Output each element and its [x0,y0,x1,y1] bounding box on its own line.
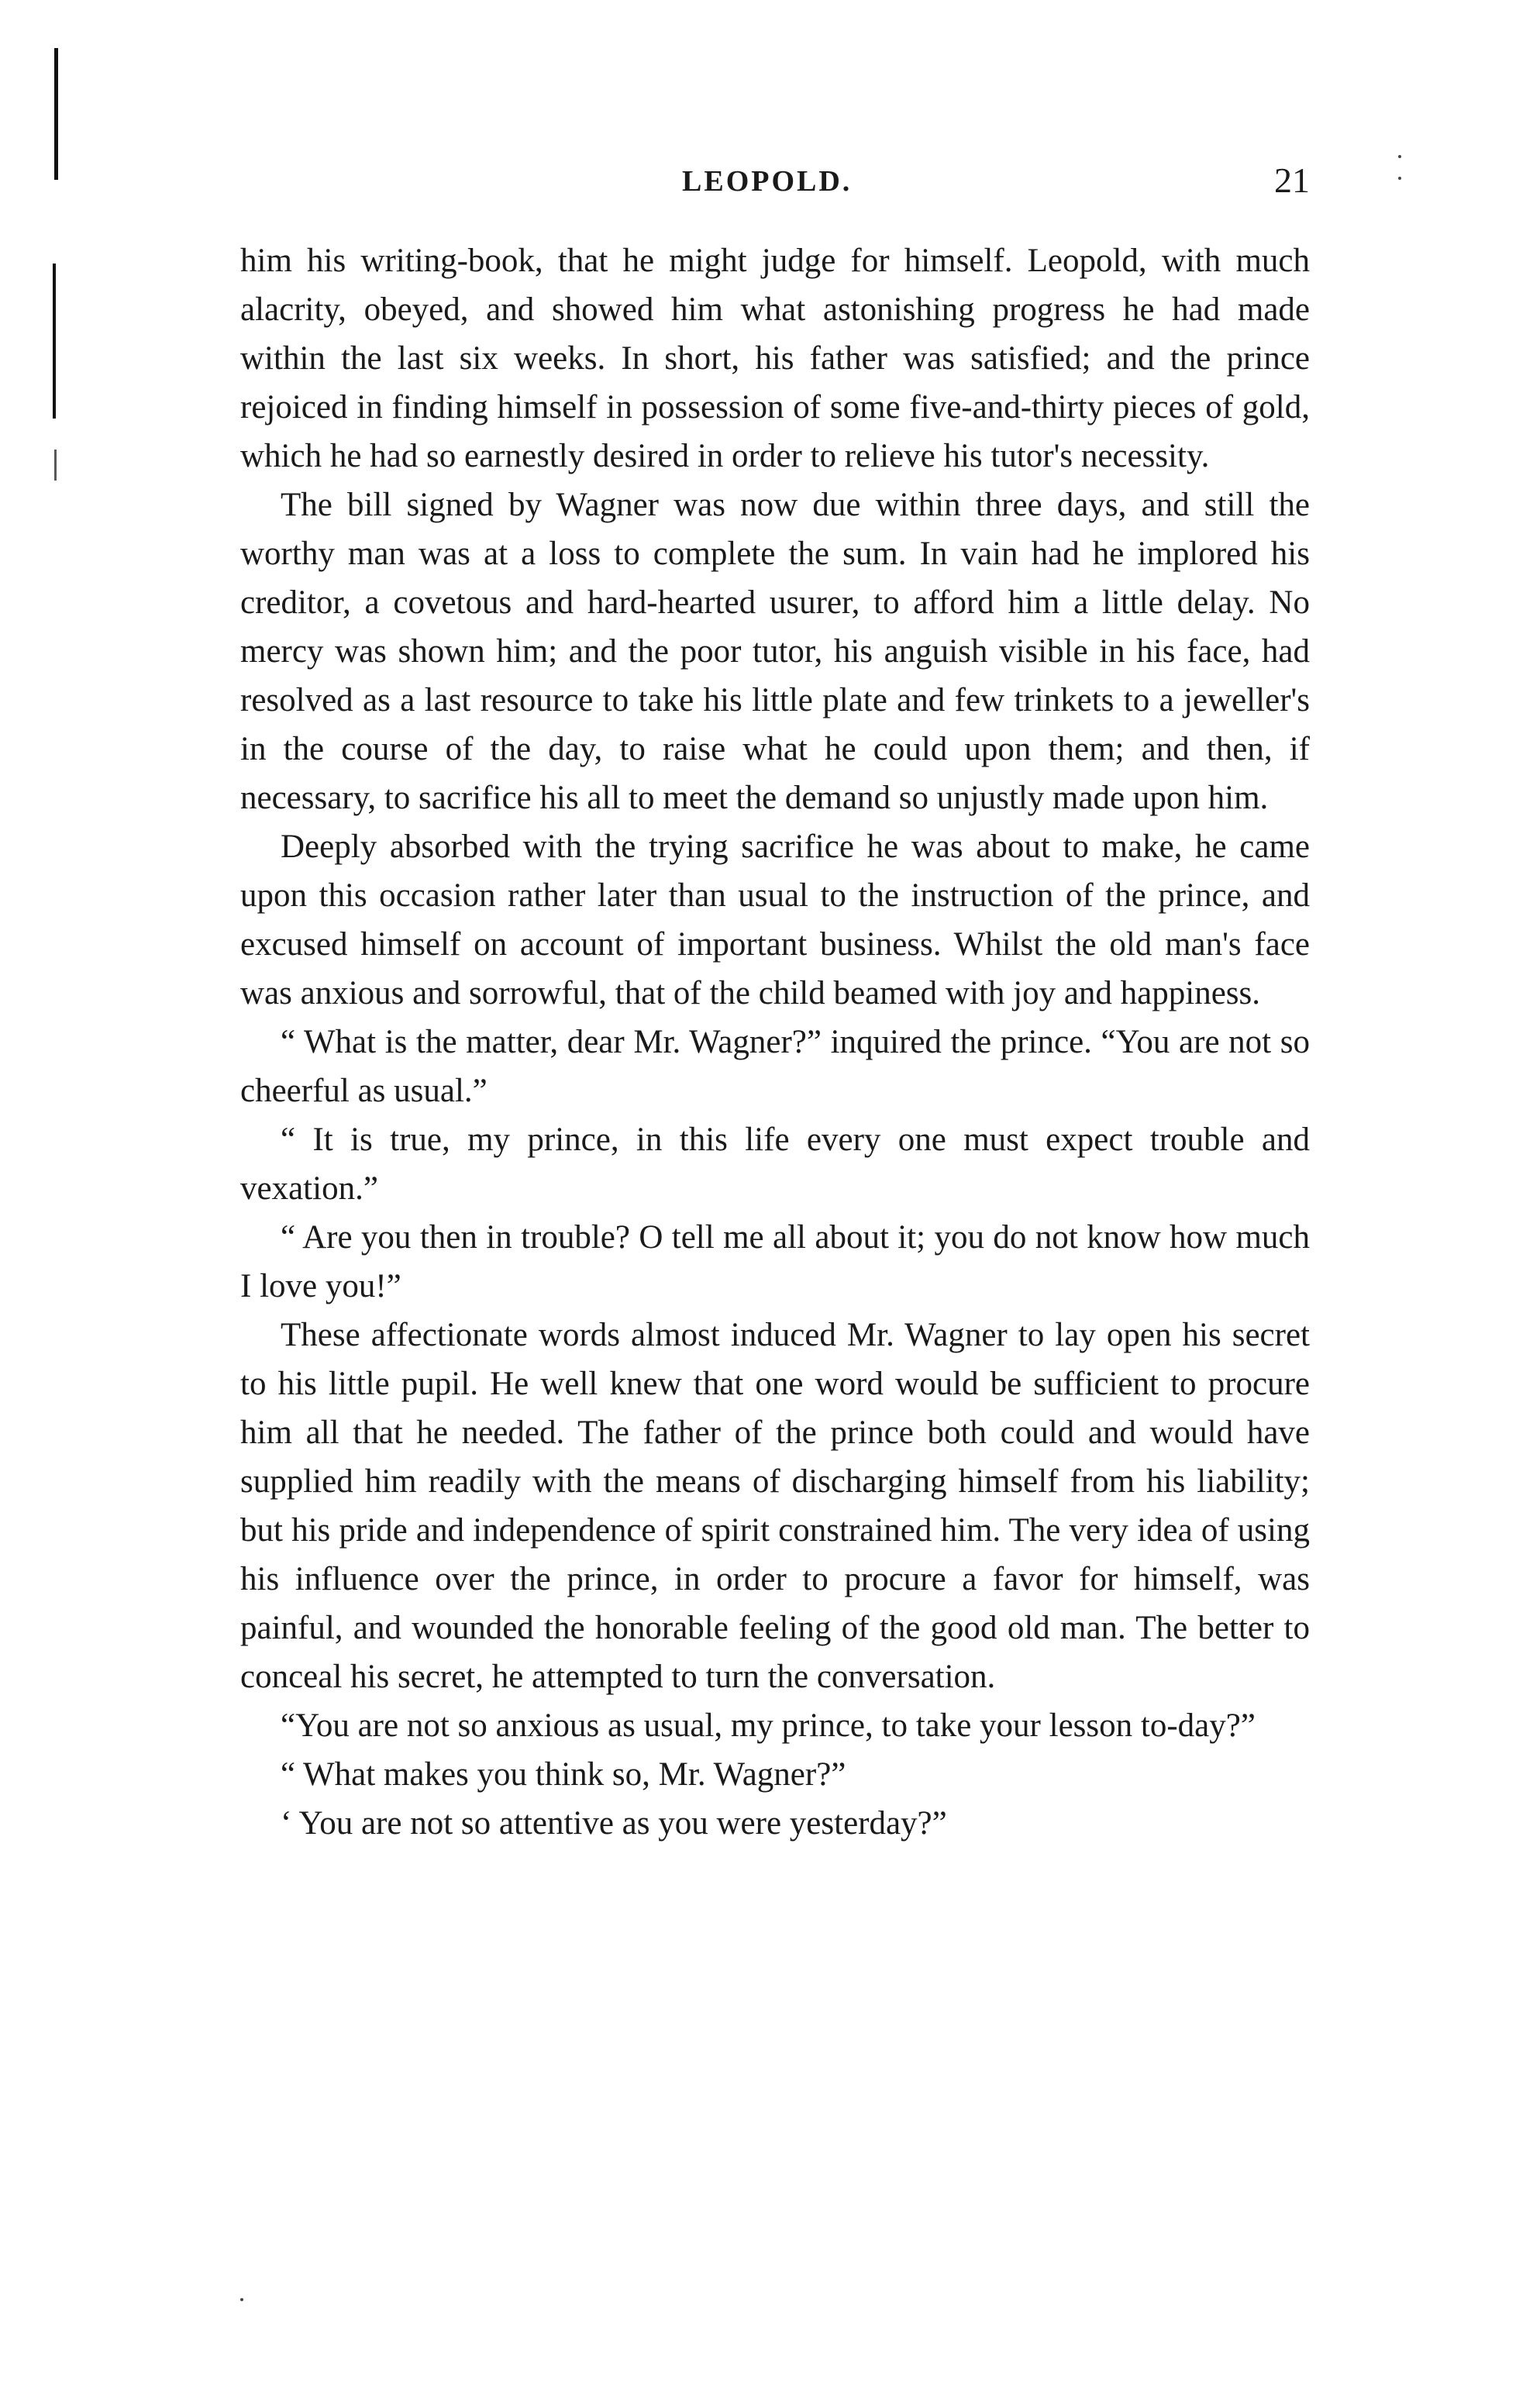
paragraph: The bill signed by Wagner was now due within three days, and still the worthy man was at a loss to complete the sum. In vain had he implored his creditor, a covetous and hard-hearted usurer, to afford him a little delay. No mercy was shown him; and the poor tutor, his anguish visible in his face, had resolved as a last resource to take his little plate and few trinkets to a jeweller's in the course of the day, to raise what he could upon them; and then, if necessary, to sacrifice his all to meet the demand so unjustly made upon him. [240,487,1310,816]
body-text [240,236,1310,1848]
paragraph: “ What makes you think so, Mr. Wagner?” [281,1756,846,1793]
paragraph: him his writing-book, that he might judge for himself. Leopold, with much alacrity, obeyed, and showed him what astonishing progress he had made within the last six weeks. In short, his father was satisfied; and the prince rejoiced in finding himself in possession of some five-and-thirty pieces of gold, which he had so earnestly desired in order to relieve his tutor's necessity. [240,243,1310,474]
paragraph: “You are not so anxious as usual, my prince, to take your lesson to-day?” [281,1707,1256,1744]
paragraph: These affectionate words almost induced Mr. Wagner to lay open his secret to his little pupil. He well knew that one word would be sufficient to procure him all that he needed. The father of the prince both could and would have supplied him readily with the means of discharging himself from his liability; but his pride and independence of spirit constrained him. The very idea of using his influence over the prince, in order to procure a favor for himself, was painful, and wounded the honorable feeling of the good old man. The better to conceal his secret, he attempted to turn the conversation. [240,1317,1310,1695]
scan-speck [1398,155,1401,158]
scan-speck [240,2298,243,2301]
page-header [240,160,1310,211]
paragraph: “ What is the matter, dear Mr. Wagner?” inquired the prince. “You are not so cheerful as usual.” [240,1024,1310,1109]
paragraph: “ Are you then in trouble? O tell me all about it; you do not know how much I love you!” [240,1219,1310,1304]
paragraph: ‘ You are not so attentive as you were yesterday?” [281,1805,947,1842]
page-number: 21 [1274,160,1310,200]
paragraph: Deeply absorbed with the trying sacrifice he was about to make, he came upon this occasion rather later than usual to the instruction of the prince, and excused himself on account of important business. Whilst the old man's face was anxious and sorrowful, that of the child beamed with joy and happiness. [240,829,1310,1011]
scan-edge-mark [53,264,56,419]
scan-edge-mark [54,48,58,180]
scan-edge-mark [54,450,57,481]
paragraph: “ It is true, my prince, in this life every one must expect trouble and vexation.” [240,1122,1310,1207]
scan-speck [1398,177,1401,180]
running-title: LEOPOLD. [682,165,853,198]
